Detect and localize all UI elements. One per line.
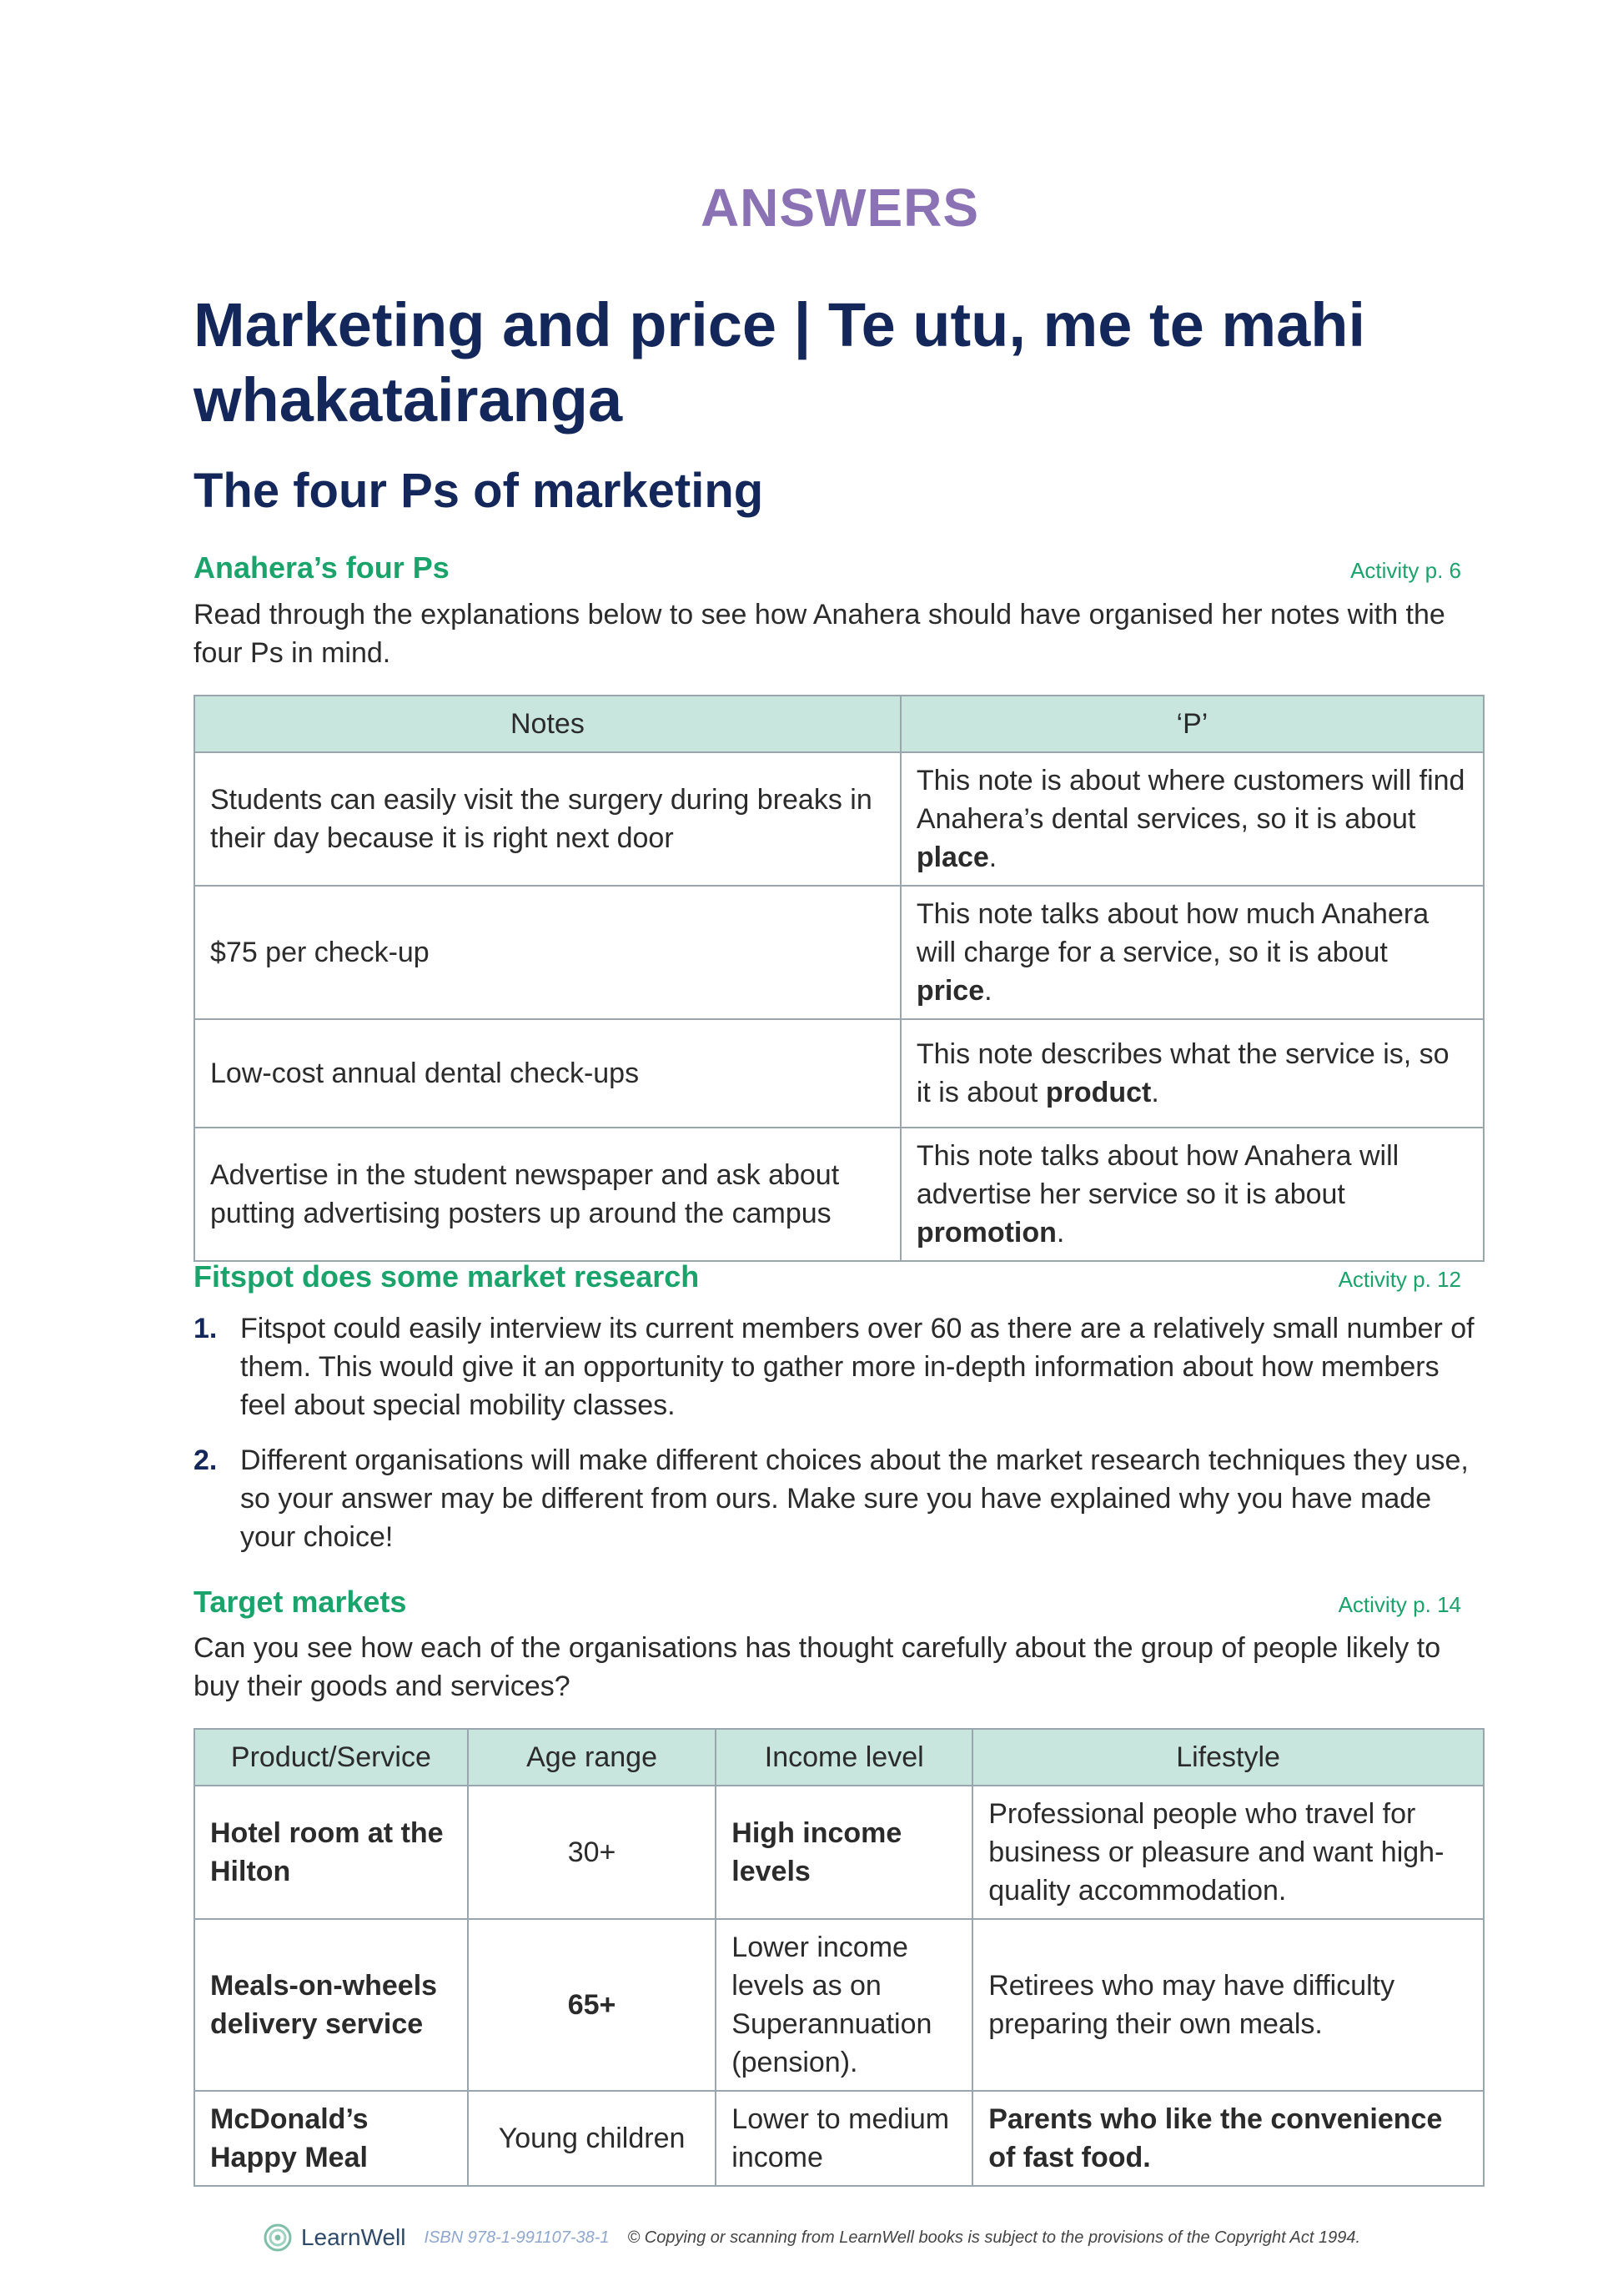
list-item: [193, 1441, 1486, 1556]
isbn: ISBN 978-1-991107-38-1: [424, 2228, 610, 2247]
section-heading-target-markets: [193, 1585, 1461, 1626]
table-row: [194, 752, 1484, 886]
p-explanation: This note describes what the service is, so it is about: [916, 1038, 1450, 1108]
p-end: .: [984, 975, 992, 1007]
activity-reference: Activity p. 12: [1338, 1267, 1461, 1292]
note-cell: Low-cost annual dental check-ups: [194, 1019, 901, 1128]
age-cell: 30+: [468, 1786, 716, 1919]
section-heading-four-ps: [193, 550, 1461, 592]
p-keyword: product: [1045, 1077, 1152, 1108]
table-row: [194, 886, 1484, 1019]
lifestyle-cell: Professional people who travel for business or pleasure and want high-quality accommodation.: [972, 1786, 1484, 1919]
product-name: Hotel room at the Hilton: [210, 1817, 444, 1887]
activity-reference: Activity p. 14: [1338, 1592, 1461, 1617]
column-header: Product/Service: [194, 1729, 468, 1786]
page-subtitle: The four Ps of marketing: [193, 464, 764, 518]
column-header-notes: Notes: [194, 696, 901, 752]
section-intro: Read through the explanations below to see how Anahera should have organised her notes with the four Ps in mind.: [193, 599, 1445, 669]
p-explanation: This note talks about how Anahera will advertise her service so it is about: [916, 1140, 1399, 1210]
answers-label: ANSWERS: [700, 178, 980, 238]
section-intro: Can you see how each of the organisations has thought carefully about the group of people likely to buy their goods and services?: [193, 1632, 1441, 1702]
p-explanation: This note is about where customers will find Anahera’s dental services, so it is about: [916, 765, 1465, 835]
p-end: .: [988, 842, 997, 873]
target-markets-table: [193, 1728, 1485, 2187]
age-cell: [468, 1919, 716, 2091]
note-cell: Students can easily visit the surgery during breaks in their day because it is right next door: [194, 752, 901, 886]
column-header: Age range: [468, 1729, 716, 1786]
column-header: Income level: [716, 1729, 972, 1786]
list-text: Different organisations will make different choices about the market research techniques they use, so your answer may be different from ours. Make sure you have explained why you have made your choice!: [240, 1444, 1469, 1553]
list-text: Fitspot could easily interview its current members over 60 as there are a relatively small number of them. This would give it an opportunity to gather more in-depth information about how members feel about special mobility classes.: [240, 1313, 1475, 1421]
lifestyle-text: Parents who like the convenience of fast food.: [988, 2103, 1443, 2173]
product-cell: [194, 2091, 468, 2186]
list-number: 2.: [193, 1444, 218, 1476]
p-keyword: promotion: [916, 1217, 1057, 1248]
product-cell: [194, 1786, 468, 1919]
p-cell: [901, 1128, 1484, 1261]
income-cell: Lower to medium income: [716, 2091, 972, 2186]
p-cell: [901, 886, 1484, 1019]
list-item: [193, 1309, 1486, 1424]
age-text: 65+: [567, 1989, 616, 2021]
table-row: [194, 1786, 1484, 1919]
note-cell: Advertise in the student newspaper and ask about putting advertising posters up around the campus: [194, 1128, 901, 1261]
section-title: Target markets: [193, 1585, 407, 1619]
p-explanation: This note talks about how much Anahera will charge for a service, so it is about: [916, 898, 1430, 968]
income-cell: [716, 1786, 972, 1919]
table-header-row: [194, 1729, 1484, 1786]
p-keyword: place: [916, 842, 989, 873]
product-cell: [194, 1919, 468, 2091]
income-text: High income levels: [731, 1817, 902, 1887]
page-title: Marketing and price | Te utu, me te mahi whakatairanga: [193, 290, 1366, 435]
answer-list: [193, 1309, 1486, 1573]
p-end: .: [1151, 1077, 1159, 1108]
table-row: [194, 1128, 1484, 1261]
learnwell-logo-icon: [263, 2223, 293, 2253]
lifestyle-cell: [972, 2091, 1484, 2186]
column-header: Lifestyle: [972, 1729, 1484, 1786]
table-row: [194, 1919, 1484, 2091]
copyright-notice: © Copying or scanning from LearnWell books is subject to the provisions of the Copyright Act 1994.: [627, 2228, 1361, 2247]
section-title: Anahera’s four Ps: [193, 550, 450, 585]
table-row: [194, 1019, 1484, 1128]
p-keyword: price: [916, 975, 985, 1007]
note-cell: $75 per check-up: [194, 886, 901, 1019]
p-cell: [901, 1019, 1484, 1128]
table-header-row: [194, 696, 1484, 752]
list-number: 1.: [193, 1313, 218, 1344]
section-title: Fitspot does some market research: [193, 1259, 700, 1294]
column-header-p: ‘P’: [901, 696, 1484, 752]
p-end: .: [1056, 1217, 1065, 1248]
section-heading-market-research: [193, 1259, 1461, 1301]
four-ps-table: [193, 695, 1485, 1262]
p-cell: [901, 752, 1484, 886]
age-cell: Young children: [468, 2091, 716, 2186]
income-cell: Lower income levels as on Superannuation (pension).: [716, 1919, 972, 2091]
table-row: [194, 2091, 1484, 2186]
product-name: McDonald’s Happy Meal: [210, 2103, 369, 2173]
page-footer: [0, 2223, 1623, 2253]
learnwell-logo: [263, 2223, 406, 2253]
lifestyle-cell: Retirees who may have difficulty preparing their own meals.: [972, 1919, 1484, 2091]
brand-name: LearnWell: [300, 2224, 406, 2250]
activity-reference: Activity p. 6: [1350, 558, 1461, 583]
product-name: Meals-on-wheels delivery service: [210, 1970, 438, 2040]
